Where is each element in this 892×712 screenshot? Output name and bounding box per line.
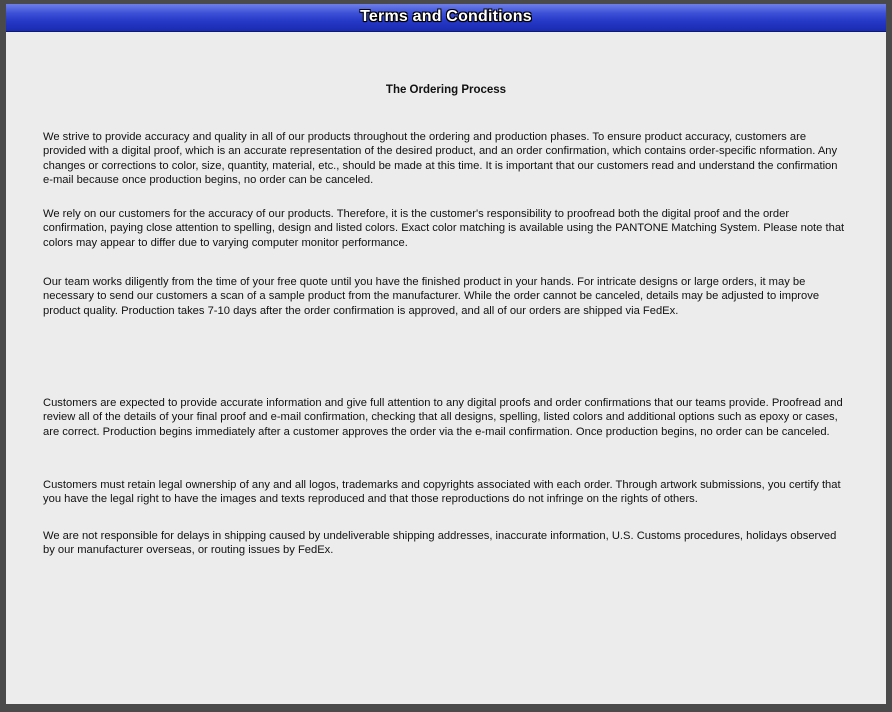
- paragraph-customer-expectations: Customers are expected to provide accurate information and give full attention to any digital proofs and order confirmations that our teams provide. Proofread and review all of the details of your final proof and e-mail confirmation, checking that all designs, spelling, listed colors and additional options such as epoxy or cases, are correct. Production begins immediately after a customer approves the order via the e-mail confirmation. Once production begins, no order can be canceled.: [43, 397, 843, 438]
- paragraph-shipping-delays: We are not responsible for delays in shipping caused by undeliverable shipping addresses, inaccurate information, U.S. Customs procedures, holidays observed by our manufacturer overseas, or routing issues by FedEx.: [43, 530, 837, 557]
- paragraph-customer-responsibility: We rely on our customers for the accuracy of our products. Therefore, it is the customer's responsibility to proofread both the digital proof and the order confirmation, paying close attention to spelling, design and listed colors. Exact color matching is available using the PANTONE Matching System. Please note that colors may appear to differ due to varying computer monitor performance.: [43, 208, 845, 249]
- section-title: The Ordering Process: [385, 84, 507, 96]
- paragraph-accuracy: We strive to provide accuracy and quality in all of our products throughout the ordering and production phases. To ensure product accuracy, customers are provided with a digital proof, which is an accurate representation of the desired product, and an order confirmation, which contains order-specific nformation. Any changes or corrections to color, size, quantity, material, etc., should be made at this time. It is important that our customers read and understand the confirmation e-mail because once production begins, no order can be canceled.: [43, 131, 838, 187]
- title-bar: [6, 4, 886, 32]
- paragraph-legal-ownership: Customers must retain legal ownership of any and all logos, trademarks and copyrights associated with each order. Through artwork submissions, you certify that you have the legal right to have the images and texts reproduced and that those reproductions do not infringe on the rights of others.: [43, 479, 841, 506]
- paragraph-production-time: Our team works diligently from the time of your free quote until you have the finished product in your hands. For intricate designs or large orders, it may be necessary to send our customers a scan of a sample product from the manufacturer. While the order cannot be canceled, details may be adjusted to improve product quality. Production takes 7-10 days after the order confirmation is approved, and all of our orders are shipped via FedEx.: [43, 276, 820, 317]
- window-title: Terms and Conditions: [360, 8, 532, 25]
